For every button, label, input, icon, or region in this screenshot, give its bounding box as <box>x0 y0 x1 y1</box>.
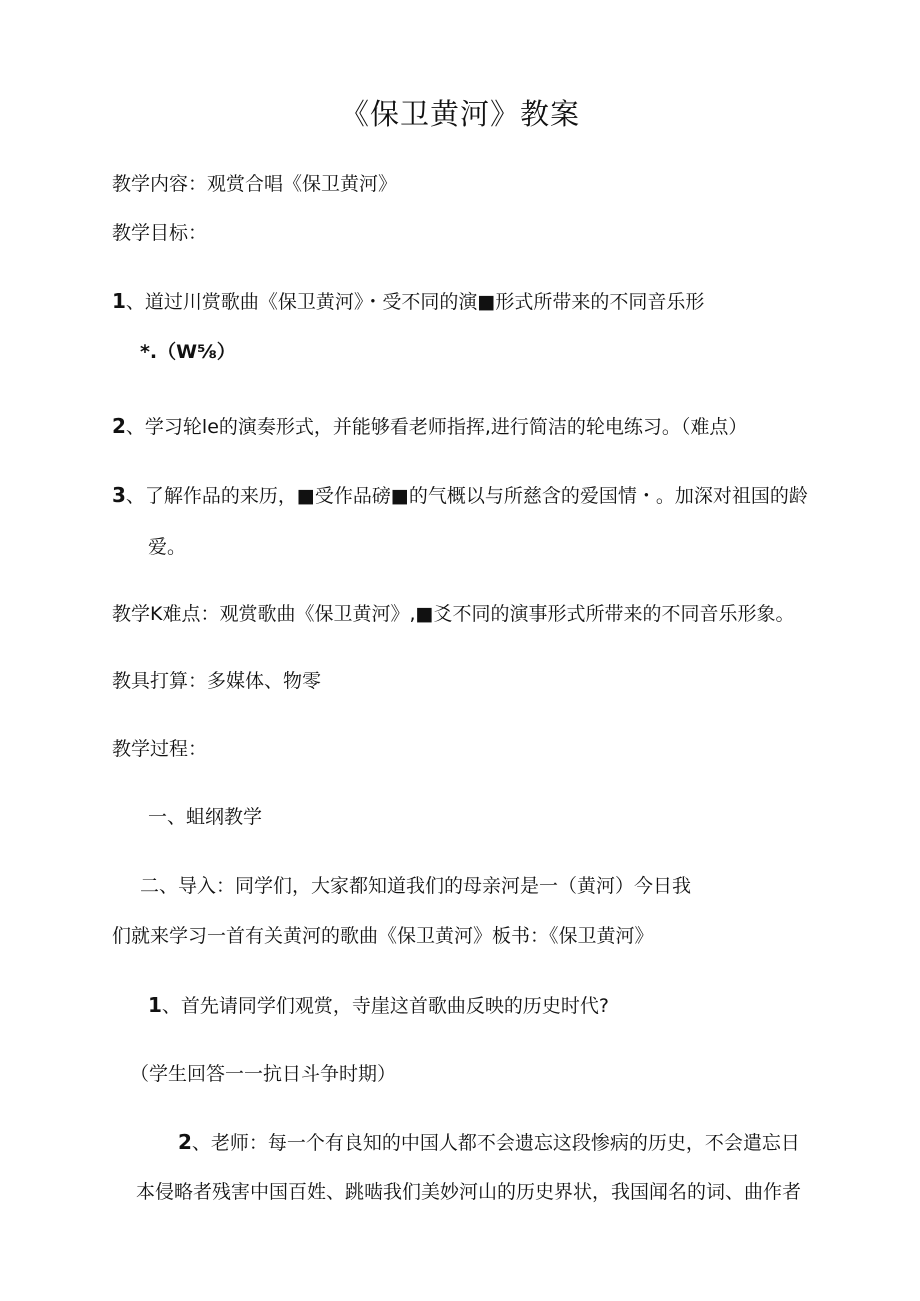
goal-3-number: 3 <box>112 483 126 507</box>
substep-1-number: 1 <box>148 993 162 1017</box>
goal-3-text-a: 、了解作品的来历，■受作品磅■的气概以与所慈含的爱国情・。加深对祖国的龄 <box>125 485 808 507</box>
substep-1-text: 、首先请同学们观赏，寺崖这首歌曲反映的历史时代? <box>161 995 610 1017</box>
substep-2-number: 2 <box>178 1130 192 1154</box>
substep-1-line <box>148 993 609 1018</box>
goal-1-line-a <box>112 289 704 314</box>
student-answer: （学生回答一一抗日斗争时期） <box>130 1063 397 1085</box>
goal-1-line-b: *.（W⅝） <box>140 341 236 363</box>
substep-2-text-a: 、老师：每一个有良知的中国人都不会遗忘这段惨病的历史，不会遣忘日 <box>191 1132 800 1154</box>
teaching-content-line: 教学内容：观赏合唱《保卫黄河》 <box>112 173 398 195</box>
goal-1-number: 1 <box>112 289 126 313</box>
goal-2-text: 、学习轮le的演奏形式，并能够看老师指挥,进行简洁的轮电练习。（难点） <box>125 416 748 438</box>
goal-2-number: 2 <box>112 414 126 438</box>
teaching-process-heading: 教学过程： <box>112 738 208 760</box>
document-title: 《保卫黄河》教案 <box>339 97 580 131</box>
step-2-line-a: 二、导入：同学们，大家都知道我们的母亲河是一（黄河）今日我 <box>140 875 692 897</box>
goal-3-line-b: 爱。 <box>148 536 187 558</box>
goal-1-text-a: 、道过川赏歌曲《保卫黄河》・受不同的演■形式所带来的不同音乐形 <box>125 291 705 313</box>
substep-2-line-b: 本侵略者残害中国百姓、跳啮我们美妙河山的历史界状，我国闻名的词、曲作者 <box>136 1181 802 1203</box>
teaching-tools: 教具打算：多媒体、物零 <box>112 670 322 692</box>
teaching-goals-heading: 教学目标： <box>112 222 208 244</box>
key-difficult-points: 教学K难点：观赏歌曲《保卫黄河》,■爻不同的演事形式所带来的不同音乐形象。 <box>112 603 795 625</box>
goal-3-line-a <box>112 483 808 508</box>
goal-2-line <box>112 414 747 439</box>
substep-2-line-a <box>178 1130 800 1155</box>
step-2-line-b: 们就来学习一首有关黄河的歌曲《保卫黄河》板书：《保卫黄河》 <box>112 925 654 947</box>
step-1: 一、蛆纲教学 <box>148 806 263 828</box>
